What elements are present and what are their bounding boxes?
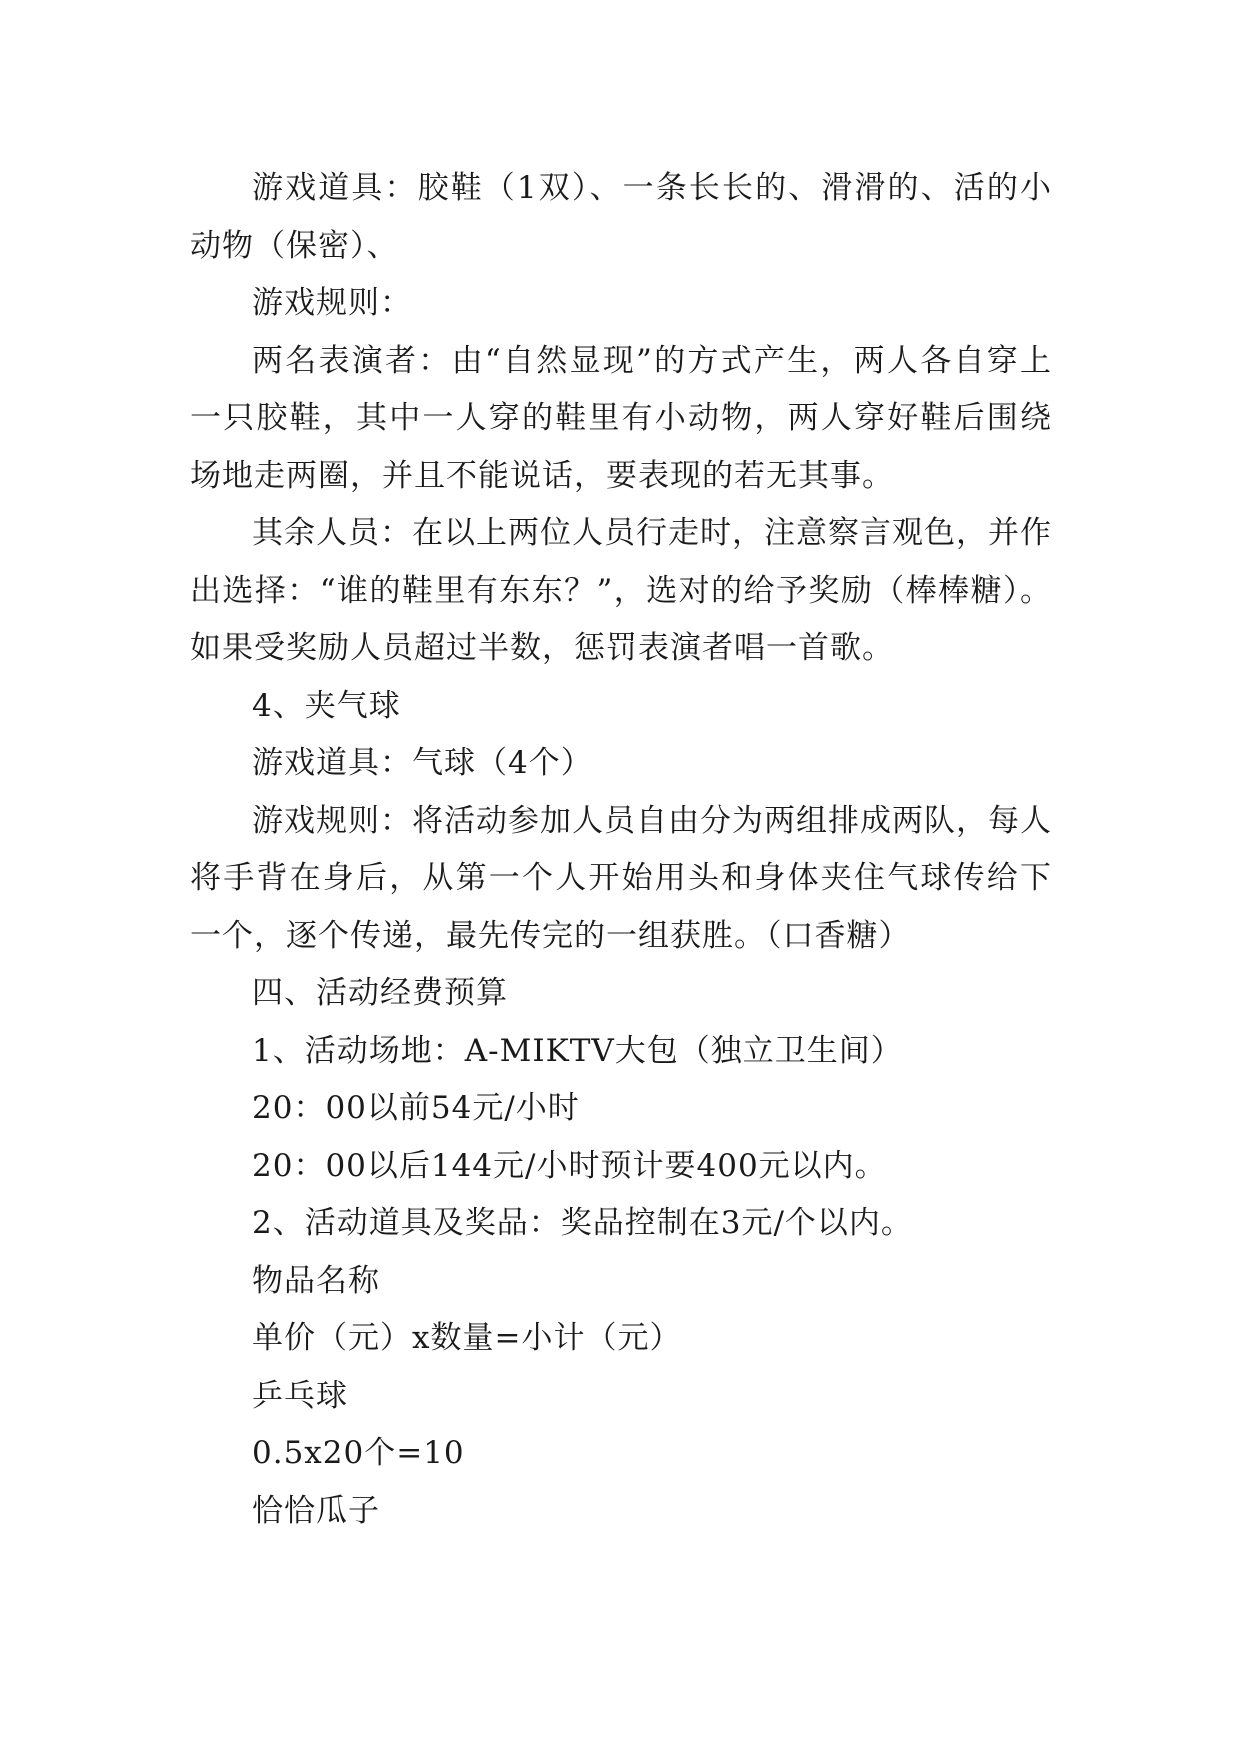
paragraph-price-before: 20：00以前54元/小时 xyxy=(252,1090,580,1126)
paragraph-rules-2: 游戏规则：将活动参加人员自由分为两组排成两队，每人将手背在身后，从第一个人开始用头和身体夹住气球传给下一个，逐个传递，最先传完的一组获胜。（口香糖） xyxy=(190,802,1052,954)
paragraph-game4-title: 4、夹气球 xyxy=(252,687,401,724)
paragraph-item-seeds: 恰恰瓜子 xyxy=(252,1492,380,1529)
paragraph-price-after: 20：00以后144元/小时预计要400元以内。 xyxy=(252,1147,887,1184)
paragraph-props-1: 游戏道具：胶鞋（1双）、一条长长的、滑滑的、活的小动物（保密）、 xyxy=(190,170,1052,264)
paragraph-props-2: 游戏道具：气球（4个） xyxy=(252,745,593,781)
paragraph-item-name-header: 物品名称 xyxy=(252,1262,380,1299)
section-budget-heading: 四、活动经费预算 xyxy=(252,975,508,1011)
paragraph-props-prizes: 2、活动道具及奖品：奖品控制在3元/个以内。 xyxy=(252,1205,913,1241)
paragraph-unit-price-header: 单价（元）x数量=小计（元） xyxy=(252,1320,682,1356)
paragraph-item-pingpong: 乒乓球 xyxy=(252,1377,348,1414)
paragraph-performers: 两名表演者：由“自然显现”的方式产生，两人各自穿上一只胶鞋，其中一人穿的鞋里有小动物，两人穿好鞋后围绕场地走两圈，并且不能说话，要表现的若无其事。 xyxy=(190,342,1052,494)
document-body xyxy=(190,160,1052,1540)
paragraph-item-pingpong-cost: 0.5x20个=10 xyxy=(252,1435,465,1471)
paragraph-venue: 1、活动场地：A-MIKTV大包（独立卫生间） xyxy=(252,1032,903,1069)
paragraph-rules-heading: 游戏规则： xyxy=(252,285,412,321)
paragraph-others: 其余人员：在以上两位人员行走时，注意察言观色，并作出选择：“谁的鞋里有东东？”，选对的给予奖励（棒棒糖）。如果受奖励人员超过半数，惩罚表演者唱一首歌。 xyxy=(190,515,1052,666)
